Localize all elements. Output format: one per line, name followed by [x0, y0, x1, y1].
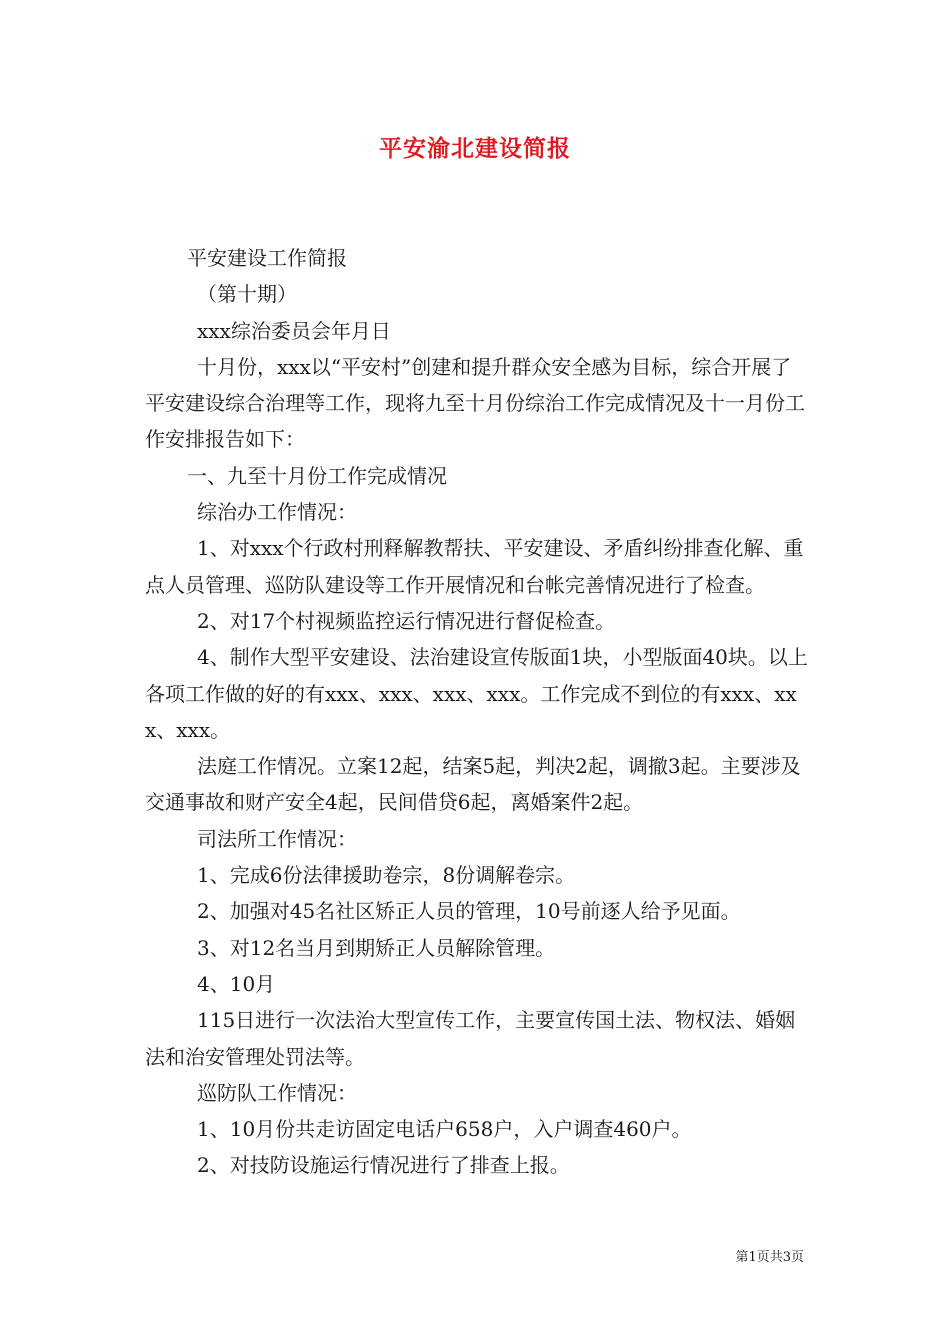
document-body: [145, 240, 810, 1184]
page-indicator: 第1页共3页: [735, 1250, 804, 1265]
paragraph-justice-4: 4、10月: [197, 971, 276, 996]
paragraph-patrol-heading: 巡防队工作情况：: [197, 1080, 357, 1105]
paragraph-patrol-2: 2、对技防设施运行情况进行了排查上报。: [197, 1153, 570, 1178]
paragraph-justice-1: 1、完成6份法律援助卷宗，8份调解卷宗。: [197, 863, 576, 888]
paragraph-court: 法庭工作情况。立案12起，结案5起，判决2起，调撤3起。主要涉及交通事故和财产安全4起，民间借贷6起，离婚案件2起。: [145, 754, 801, 815]
paragraph-office-1: 1、对xxx个行政村刑释解教帮扶、平安建设、矛盾纠纷排查化解、重点人员管理、巡防队建设等工作开展情况和台帐完善情况进行了检查。: [145, 536, 804, 597]
paragraph-office-heading: 综治办工作情况：: [197, 500, 357, 525]
paragraph-issue: （第十期）: [197, 282, 297, 307]
paragraph-office-4: 4、制作大型平安建设、法治建设宣传版面1块，小型版面40块。以上各项工作做的好的有xxx、xxx、xxx、xxx。工作完成不到位的有xxx、xxx、xxx。: [145, 645, 808, 742]
paragraph-subtitle: 平安建设工作简报: [187, 246, 347, 270]
paragraph-intro: 十月份，xxx以“平安村”创建和提升群众安全感为目标，综合开展了平安建设综合治理等工作，现将九至十月份综治工作完成情况及十一月份工作安排报告如下：: [145, 354, 805, 452]
paragraph-justice-heading: 司法所工作情况：: [197, 826, 357, 851]
paragraph-justice-4-detail: 115日进行一次法治大型宣传工作，主要宣传国土法、物权法、婚姻法和治安管理处罚法等。: [145, 1008, 796, 1069]
document-title: 平安渝北建设简报: [379, 135, 571, 162]
paragraph-patrol-1: 1、10月份共走访固定电话户658户，入户调查460户。: [197, 1117, 692, 1142]
paragraph-justice-3: 3、对12名当月到期矫正人员解除管理。: [197, 935, 556, 960]
paragraph-justice-2: 2、加强对45名社区矫正人员的管理，10号前逐人给予见面。: [197, 899, 741, 924]
paragraph-issuer: xxx综治委员会年月日: [197, 318, 391, 343]
paragraph-office-2: 2、对17个村视频监控运行情况进行督促检查。: [197, 608, 616, 633]
paragraph-section-heading: 一、九至十月份工作完成情况: [187, 463, 447, 488]
